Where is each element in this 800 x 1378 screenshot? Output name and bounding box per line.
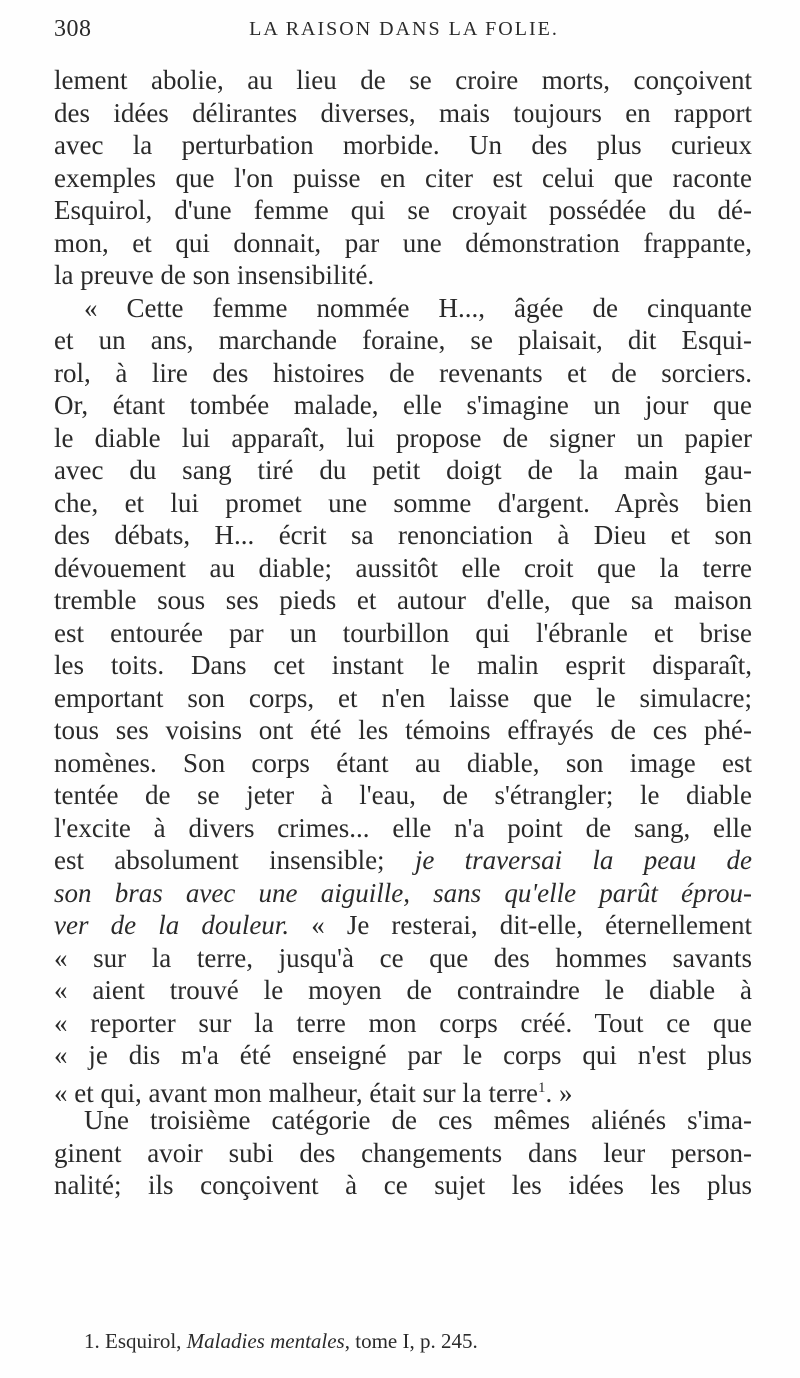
text-line: che, et lui promet une somme d'argent. Après bien (54, 487, 752, 518)
text-line: tremble sous ses pieds et autour d'elle, que sa maison (54, 585, 752, 615)
text-line: Esquirol, d'une femme qui se croyait possédée du dé- (54, 195, 752, 225)
page-number: 308 (54, 16, 92, 42)
text-line: la preuve de son insensibilité. (54, 260, 375, 290)
text-line: rol, à lire des histoires de revenants et de sorciers. (54, 357, 752, 388)
text-line: « je dis m'a été enseigné par le corps qui n'est plus (54, 1040, 752, 1070)
italic-run: ver de la douleur. (54, 910, 290, 940)
text-run: . » (545, 1077, 573, 1108)
text-line: Or, étant tombée malade, elle s'imagine un jour que (54, 390, 752, 420)
text-line: « aient trouvé le moyen de contraindre le diable à (54, 975, 752, 1005)
italic-run: son bras avec une aiguille, sans qu'elle parût éprou- (54, 877, 752, 908)
text-line: des idées délirantes diverses, mais toujours en rapport (54, 97, 752, 128)
text-line: exemples que l'on puisse en citer est celui que raconte (54, 162, 752, 193)
text-line: tous ses voisins ont été les témoins effrayés de ces phé- (54, 715, 752, 745)
footnote-marker: 1. (84, 1329, 100, 1353)
body-text (54, 64, 752, 1202)
footnote (54, 1327, 752, 1355)
footnote-citation: , tome I, p. 245. (344, 1329, 478, 1353)
text-line: les toits. Dans cet instant le malin esprit disparaît, (54, 650, 752, 680)
text-line (54, 909, 752, 942)
page-header (54, 14, 754, 44)
text-line (54, 844, 752, 877)
footnote-reference[interactable]: 1 (538, 1079, 546, 1096)
text-line: Une troisième catégorie de ces mêmes aliénés s'ima- (84, 1105, 752, 1135)
text-line: mon, et qui donnait, par une démonstration frappante, (54, 227, 752, 258)
text-line: l'excite à divers crimes... elle n'a point de sang, elle (54, 812, 752, 843)
text-line: avec du sang tiré du petit doigt de la main gau- (54, 455, 752, 485)
text-line (54, 877, 752, 910)
italic-run: je traversai la peau de (414, 845, 752, 875)
running-head: LA RAISON DANS LA FOLIE. (249, 18, 559, 40)
text-line: dévouement au diable; aussitôt elle croit que la terre (54, 552, 752, 583)
text-line: et un ans, marchande foraine, se plaisait, dit Esqui- (54, 325, 752, 355)
text-line: emportant son corps, et n'en laisse que le simulacre; (54, 682, 752, 713)
text-line: tentée de se jeter à l'eau, de s'étrangler; le diable (54, 780, 752, 810)
text-line: ginent avoir subi des changements dans leur person- (54, 1137, 752, 1168)
text-line: nalité; ils conçoivent à ce sujet les idées les plus (54, 1170, 752, 1200)
text-line: avec la perturbation morbide. Un des plus curieux (54, 130, 752, 160)
footnote-title: Maladies mentales (186, 1329, 345, 1353)
text-line: est entourée par un tourbillon qui l'ébranle et brise (54, 617, 752, 648)
text-line: le diable lui apparaît, lui propose de signer un papier (54, 422, 752, 453)
text-run: « et qui, avant mon malheur, était sur la terre (54, 1077, 538, 1108)
text-run: est absolument insensible; (54, 845, 415, 875)
text-line: « sur la terre, jusqu'à ce que des hommes savants (54, 942, 752, 973)
text-line: nomènes. Son corps étant au diable, son image est (54, 747, 752, 778)
text-line: « reporter sur la terre mon corps créé. Tout ce que (54, 1007, 752, 1038)
text-line: des débats, H... écrit sa renonciation à Dieu et son (54, 520, 752, 550)
text-run: « Je resterai, dit-elle, éternellement (289, 910, 752, 940)
text-line (54, 1072, 752, 1108)
text-line: « Cette femme nommée H..., âgée de cinquante (84, 292, 752, 323)
footnote-author: Esquirol, (99, 1329, 187, 1353)
text-line: lement abolie, au lieu de se croire morts, conçoivent (54, 65, 752, 95)
